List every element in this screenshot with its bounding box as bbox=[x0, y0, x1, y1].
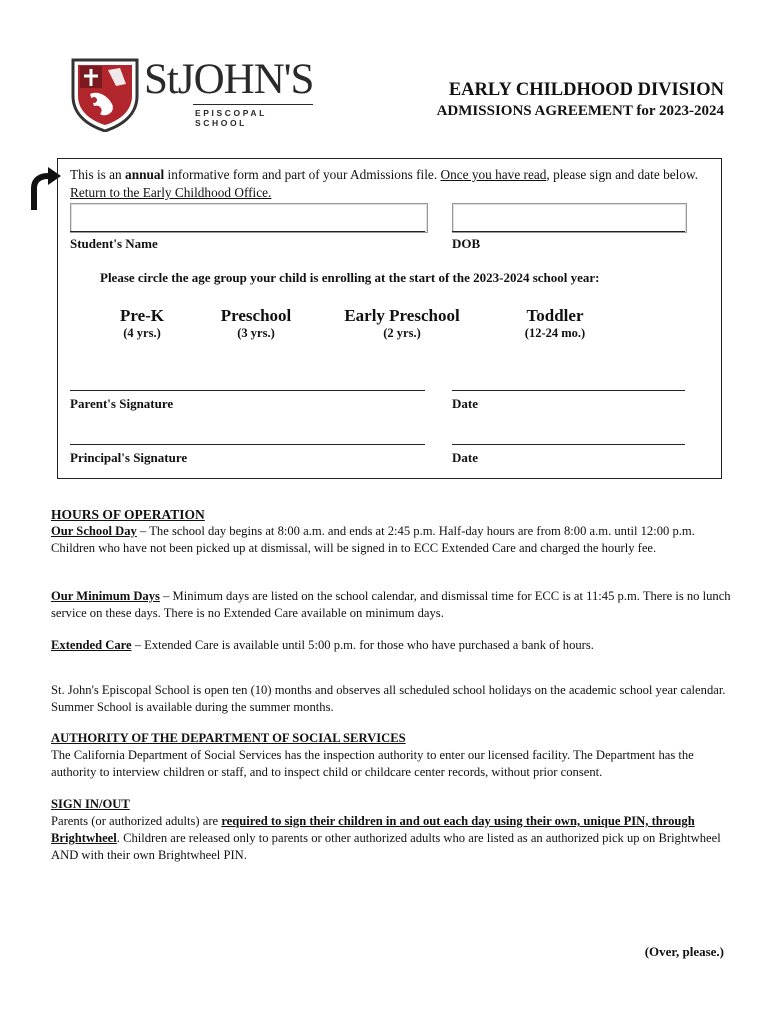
extended-care-paragraph: Extended Care – Extended Care is available until 5:00 p.m. for those who have purchased a bank of hours. bbox=[51, 638, 594, 652]
crest-icon bbox=[70, 56, 140, 132]
student-name-label: Student's Name bbox=[70, 236, 158, 251]
parent-date-label: Date bbox=[452, 396, 478, 411]
age-group-toddler[interactable]: Toddler (12-24 mo.) bbox=[524, 306, 586, 340]
principal-date-line[interactable] bbox=[452, 444, 685, 445]
parent-signature-label: Parent's Signature bbox=[70, 396, 174, 411]
sign-section bbox=[51, 796, 731, 864]
authority-paragraph: The California Department of Social Services has the inspection authority to enter our licensed facility. The Department has the authority to interview children or staff, and to inspect child or childcare center records, without prior consent. bbox=[51, 748, 694, 779]
principal-signature-line[interactable] bbox=[70, 444, 425, 445]
dob-label: DOB bbox=[452, 236, 481, 251]
student-name-line bbox=[70, 231, 425, 232]
student-name-input[interactable] bbox=[70, 203, 428, 233]
authority-heading: AUTHORITY OF THE DEPARTMENT OF SOCIAL SERVICES bbox=[51, 731, 406, 745]
authority-section bbox=[51, 730, 731, 781]
minimum-days-paragraph: Our Minimum Days – Minimum days are listed on the school calendar, and dismissal time for ECC is at 11:45 p.m. There is no lunch service on these days. There is no Extended Care available on minimum days. bbox=[51, 589, 731, 620]
dob-line bbox=[452, 231, 685, 232]
age-group-prek[interactable]: Pre-K (4 yrs.) bbox=[119, 306, 165, 340]
age-group-prompt: Please circle the age group your child is enrolling at the start of the 2023-2024 school year: bbox=[100, 270, 600, 285]
age-group-preschool[interactable]: Preschool (3 yrs.) bbox=[220, 306, 292, 340]
hours-section bbox=[51, 506, 731, 557]
school-logo bbox=[70, 56, 320, 132]
principal-signature-label: Principal's Signature bbox=[70, 450, 188, 465]
parent-date-line[interactable] bbox=[452, 390, 685, 391]
logo-wordmark: StJOHN'S bbox=[144, 56, 314, 103]
page-title: EARLY CHILDHOOD DIVISION bbox=[448, 80, 724, 100]
logo-rule bbox=[193, 104, 313, 105]
parent-signature-line[interactable] bbox=[70, 390, 425, 391]
school-day-paragraph: Our School Day – The school day begins at 8:00 a.m. and ends at 2:45 p.m. Half-day hours are from 8:00 a.m. until 12:00 p.m. Children who have not been picked up at dismissal, will be signed in to ECC Extended Care and charged the hourly fee. bbox=[51, 524, 695, 555]
sign-paragraph: Parents (or authorized adults) are required to sign their children in and out each day using their own, unique PIN, through Brightwheel. Children are released only to parents or other authorized adults who are listed as an authorized pick up on Brightwheel AND with their own Brightwheel PIN. bbox=[51, 814, 721, 862]
sign-heading: SIGN IN/OUT bbox=[51, 797, 130, 811]
logo-subtitle: EPISCOPAL SCHOOL bbox=[195, 108, 267, 128]
age-group-early-preschool[interactable]: Early Preschool (2 yrs.) bbox=[344, 306, 460, 340]
page-subtitle: ADMISSIONS AGREEMENT for 2023-2024 bbox=[436, 103, 724, 119]
hours-heading: HOURS OF OPERATION bbox=[51, 507, 205, 522]
intro-text: This is an annual informative form and part of your Admissions file. Once you have read, please sign and date below. Return to the Early Childhood Office. bbox=[70, 167, 699, 200]
principal-date-label: Date bbox=[452, 450, 478, 465]
calendar-paragraph: St. John's Episcopal School is open ten (10) months and observes all scheduled school holidays on the academic school year calendar. Summer School is available during the summer months. bbox=[51, 683, 726, 714]
dob-input[interactable] bbox=[452, 203, 687, 233]
over-please-note: (Over, please.) bbox=[644, 944, 724, 959]
